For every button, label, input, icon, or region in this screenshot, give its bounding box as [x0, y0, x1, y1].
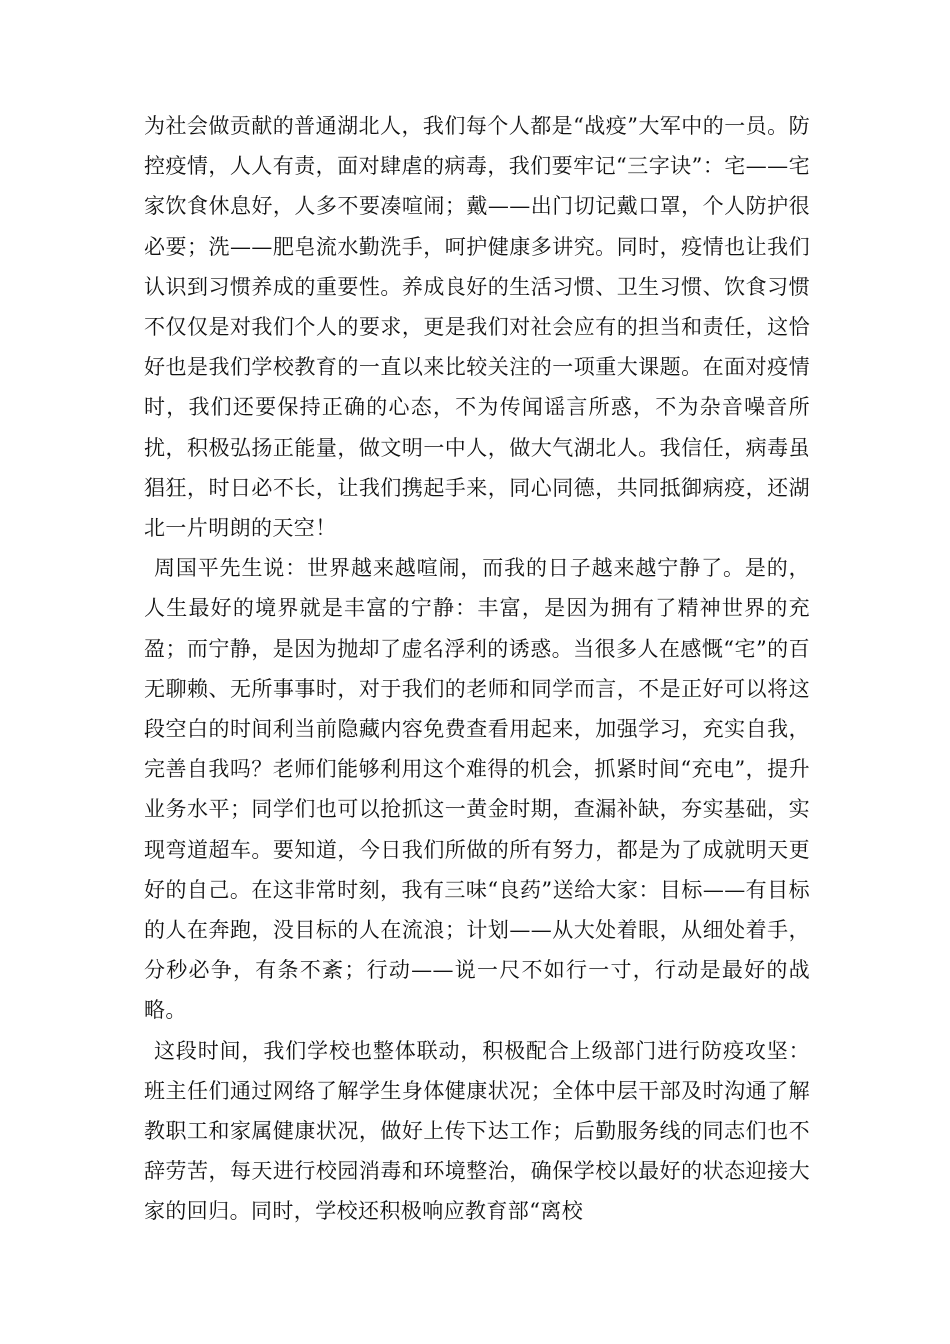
paragraph-2: 周国平先生说：世界越来越喧闹，而我的日子越来越宁静了。是的，人生最好的境界就是丰富的宁静：丰富，是因为拥有了精神世界的充盈；而宁静，是因为抛却了虚名浮利的诱惑。当很多人在感慨“宅”的百无聊赖、无所事事时，对于我们的老师和同学而言，不是正好可以将这段空白的时间利当前隐藏内容免费查看用起来，加强学习，充实自我，完善自我吗？老师们能够利用这个难得的机会，抓紧时间“充电”，提升业务水平；同学们也可以抢抓这一黄金时期，查漏补缺，夯实基础，实现弯道超车。要知道，今日我们所做的所有努力，都是为了成就明天更好的自己。在这非常时刻，我有三味“良药”送给大家：目标——有目标的人在奔跑，没目标的人在流浪；计划——从大处着眼，从细处着手，分秒必争，有条不紊；行动——说一尺不如行一寸，行动是最好的战略。 — [144, 556, 810, 1023]
document-body — [144, 106, 810, 1232]
paragraph-3: 这段时间，我们学校也整体联动，积极配合上级部门进行防疫攻坚：班主任们通过网络了解学生身体健康状况；全体中层干部及时沟通了解教职工和家属健康状况，做好上传下达工作；后勤服务线的同志们也不辞劳苦，每天进行校园消毒和环境整治，确保学校以最好的状态迎接大家的回归。同时，学校还积极响应教育部“离校 — [144, 1038, 810, 1224]
paragraph-1: 为社会做贡献的普通湖北人，我们每个人都是“战疫”大军中的一员。防控疫情，人人有责，面对肆虐的病毒，我们要牢记“三字诀”：宅——宅家饮食休息好，人多不要凑喧闹；戴——出门切记戴口罩，个人防护很必要；洗——肥皂流水勤洗手，呵护健康多讲究。同时，疫情也让我们认识到习惯养成的重要性。养成良好的生活习惯、卫生习惯、饮食习惯不仅仅是对我们个人的要求，更是我们对社会应有的担当和责任，这恰好也是我们学校教育的一直以来比较关注的一项重大课题。在面对疫情时，我们还要保持正确的心态，不为传闻谣言所惑，不为杂音噪音所扰，积极弘扬正能量，做文明一中人，做大气湖北人。我信任，病毒虽猖狂，时日必不长，让我们携起手来，同心同德，共同抵御病疫，还湖北一片明朗的天空！ — [144, 114, 810, 541]
